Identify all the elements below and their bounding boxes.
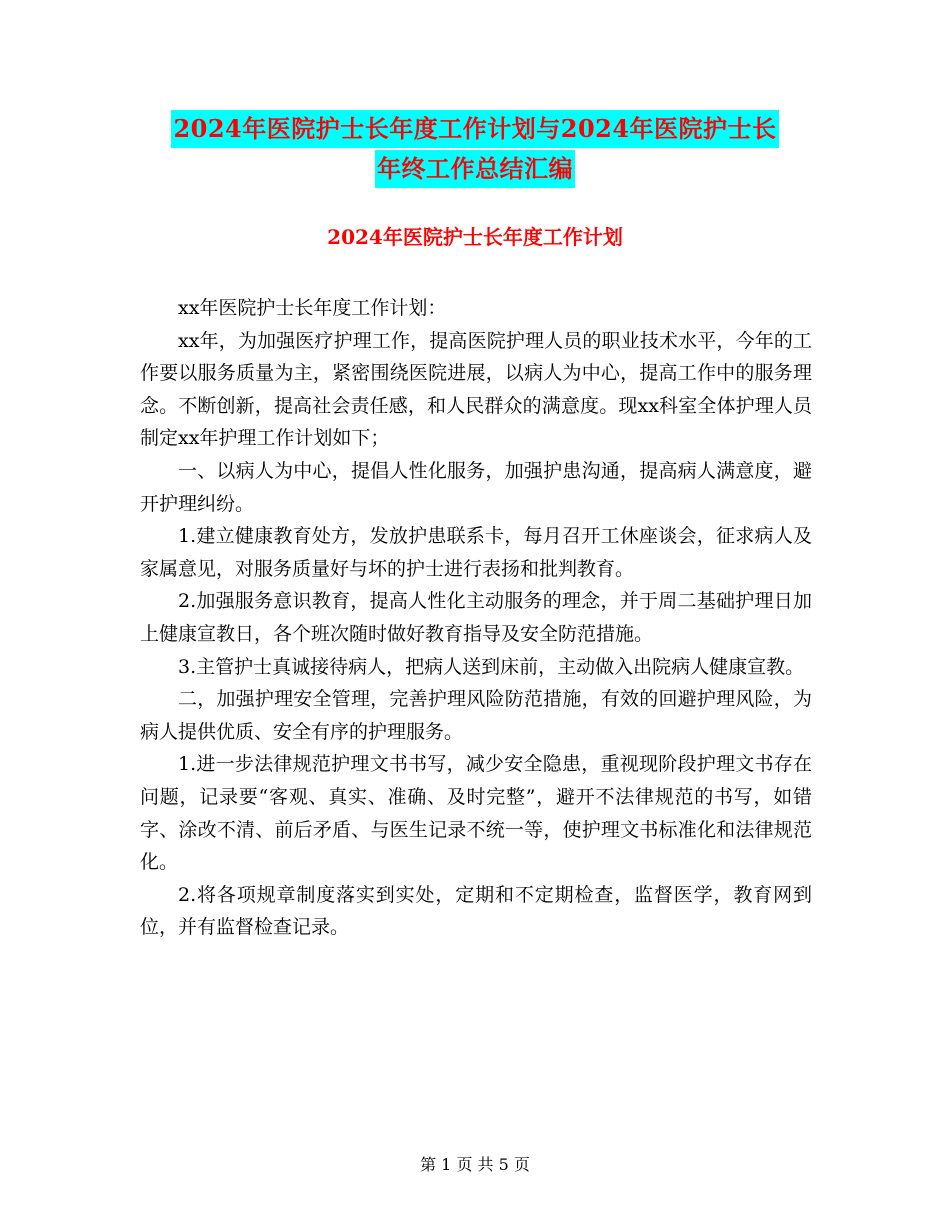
title-line-2: 年终工作总结汇编	[375, 150, 575, 188]
paragraph: 1.建立健康教育处方，发放护患联系卡，每月召开工休座谈会，征求病人及家属意见，对服务质量好与坏的护士进行表扬和批判教育。	[140, 525, 812, 580]
section-heading: 2024年医院护士长年度工作计划	[327, 225, 623, 249]
title-line-1: 2024年医院护士长年度工作计划与2024年医院护士长	[171, 110, 778, 148]
page-footer: 第 1 页 共 5 页	[420, 1155, 530, 1174]
document-body	[140, 292, 812, 944]
paragraph: 3.主管护士真诚接待病人，把病人送到床前，主动做入出院病人健康宣教。	[178, 655, 805, 678]
paragraph: xx年，为加强医疗护理工作，提高医院护理人员的职业技术水平，今年的工作要以服务质量为主，紧密围绕医院进展，以病人为中心，提高工作中的服务理念。不断创新，提高社会责任感，和人民群众的满意度。现xx科室全体护理人员制定xx年护理工作计划如下；	[140, 329, 812, 450]
paragraph: 1.进一步法律规范护理文书书写，减少安全隐患，重视现阶段护理文书存在问题，记录要“客观、真实、准确、及时完整”，避开不法律规范的书写，如错字、涂改不清、前后矛盾、与医生记录不统一等，使护理文书标准化和法律规范化。	[140, 753, 812, 874]
paragraph: 2.将各项规章制度落实到实处，定期和不定期检查，监督医学，教育网到位，并有监督检查记录。	[140, 883, 812, 939]
paragraph: 一、以病人为中心，提倡人性化服务，加强护患沟通，提高病人满意度，避开护理纠纷。	[140, 459, 812, 515]
document-title	[0, 110, 950, 188]
paragraph: 2.加强服务意识教育，提高人性化主动服务的理念，并于周二基础护理日加上健康宣教日，各个班次随时做好教育指导及安全防范措施。	[140, 590, 812, 645]
paragraph: xx年医院护士长年度工作计划：	[178, 297, 447, 319]
paragraph: 二，加强护理安全管理，完善护理风险防范措施，有效的回避护理风险，为病人提供优质、安全有序的护理服务。	[140, 688, 812, 743]
